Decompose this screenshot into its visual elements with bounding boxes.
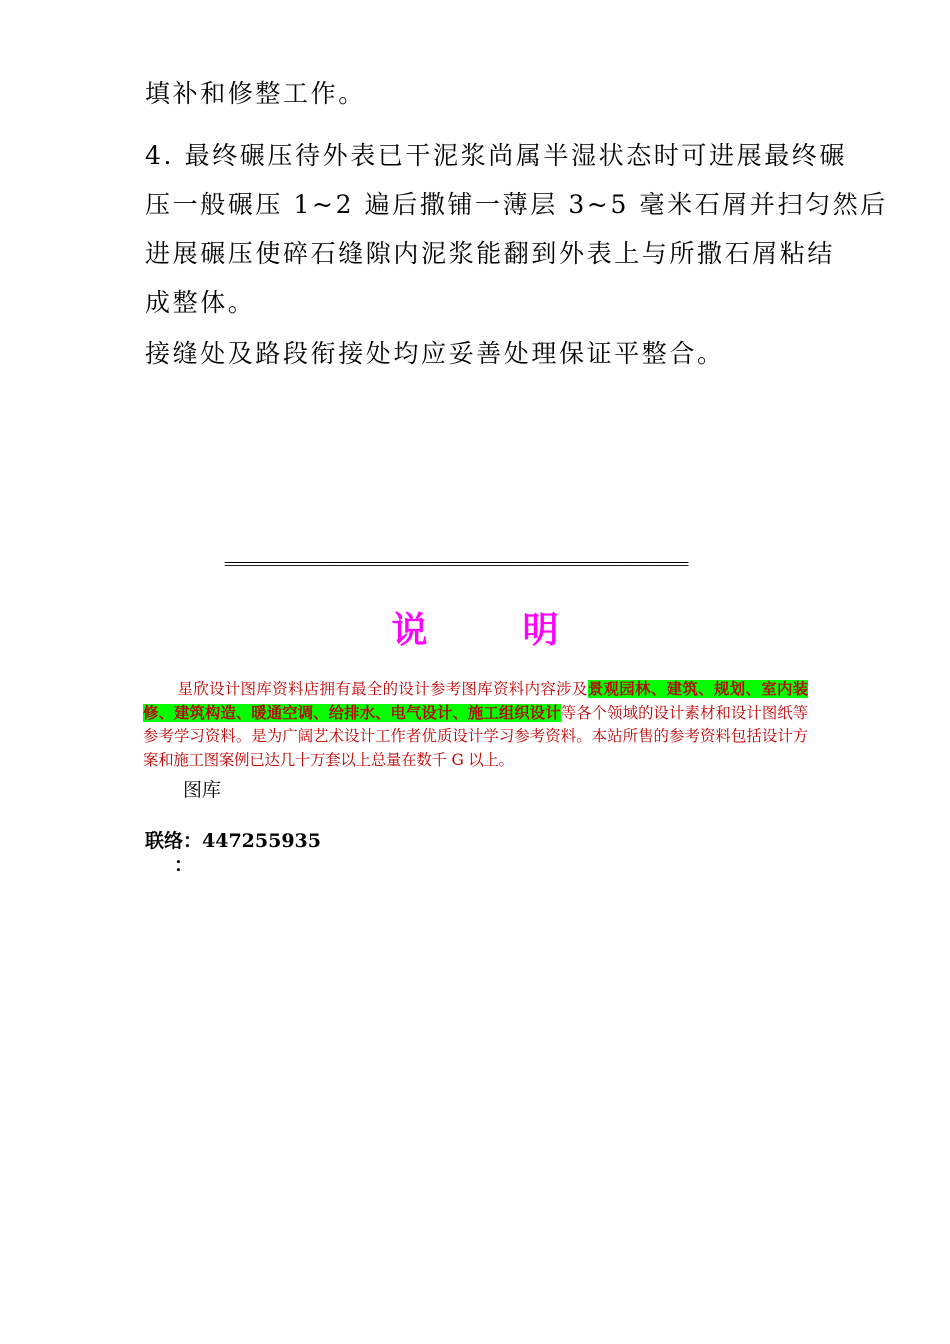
body-line-3: 压一般碾压 1~2 遍后撒铺一薄层 3~5 毫米石屑并扫匀然后	[145, 190, 888, 219]
notice-title-right: 明	[522, 610, 559, 651]
notice-title	[0, 602, 950, 653]
body-line-6: 接缝处及路段衔接处均应妥善处理保证平整合。	[145, 339, 725, 368]
notice-title-left: 说	[391, 610, 428, 651]
contact-info: 联络：447255935	[145, 830, 321, 852]
gallery-label: 图库	[183, 779, 222, 801]
body-line-4: 进展碾压使碎石缝隙内泥浆能翻到外表上与所撒石屑粘结	[145, 239, 836, 268]
body-line-1: 填补和修整工作。	[145, 79, 366, 108]
notice-text-before: 星欣设计图库资料店拥有最全的设计参考图库资料内容涉及	[177, 680, 588, 698]
section-divider: ================================================================================	[224, 556, 688, 571]
notice-highlight: 景观园林、建筑、规划、室内装修、建筑构造、暖通空调、给排水、电气设计、施工组织设计	[143, 680, 808, 722]
notice-paragraph	[143, 678, 808, 772]
colon-mark: ：	[174, 854, 194, 876]
body-line-2: 4. 最终碾压待外表已干泥浆尚属半湿状态时可进展最终碾	[145, 141, 848, 170]
notice-text-after: 等各个领域的设计素材和设计图纸等参考学习资料。是为广阔艺术设计工作者优质设计学习参考资料。本站所售的参考资料包括设计方案和施工图案例已达几十万套以上总量在数千 G 以上。	[143, 703, 808, 769]
body-line-5: 成整体。	[145, 288, 256, 317]
